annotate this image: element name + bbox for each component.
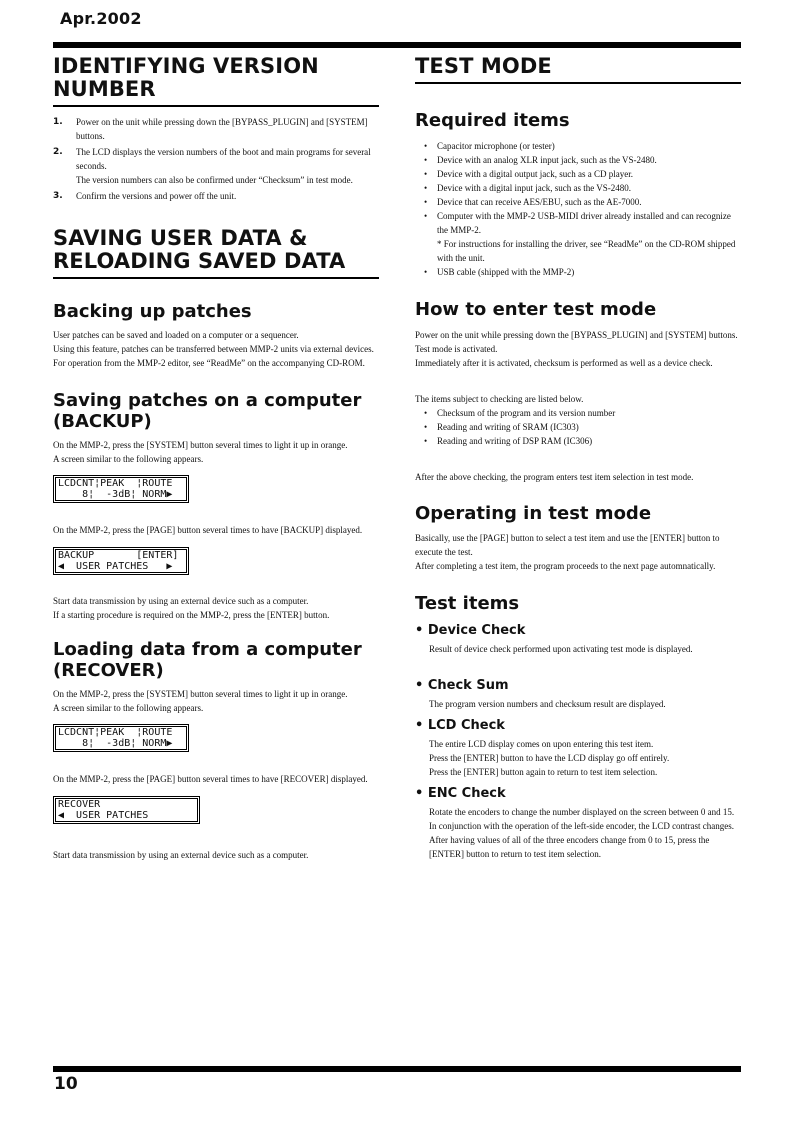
operating-line-1: Basically, use the [PAGE] button to select a test item and use the [ENTER] button to execute the test. bbox=[415, 533, 720, 557]
list-item: • Device with a digital input jack, such as the VS-2480. bbox=[415, 181, 741, 195]
driver-note: * For instructions for installing the driver, see “ReadMe” on the CD-ROM shipped with the unit. bbox=[437, 239, 736, 263]
enter-line-3: Immediately after it is activated, checksum is performed as well as a device check. bbox=[415, 358, 713, 368]
list-item: • Device with a digital output jack, such as a CD player. bbox=[415, 167, 741, 181]
lcd-check-line-1: The entire LCD display comes on upon entering this test item. bbox=[429, 739, 654, 749]
enc-check-line-1: Rotate the encoders to change the number displayed on the screen between 0 and 15. bbox=[429, 807, 735, 817]
lcd-check-line-3: Press the [ENTER] button again to return to test item selection. bbox=[429, 767, 658, 777]
step-2 bbox=[53, 145, 379, 187]
identify-title: IDENTIFYING VERSION NUMBER bbox=[53, 55, 379, 107]
recover-p1-line-2: A screen similar to the following appears. bbox=[53, 703, 204, 713]
list-item: • Reading and writing of DSP RAM (IC306) bbox=[415, 434, 741, 448]
recover-title: Loading data from a computer (RECOVER) bbox=[53, 639, 362, 681]
operating-title: Operating in test mode bbox=[415, 503, 652, 524]
lcd-line: 8¦ -3dB¦ NORM▶ bbox=[58, 489, 173, 500]
lcd-line: LCDCNT¦PEAK ¦ROUTE bbox=[58, 478, 173, 489]
recover-p1-line-1: On the MMP-2, press the [SYSTEM] button several times to light it up in orange. bbox=[53, 689, 348, 699]
identify-steps bbox=[53, 115, 379, 203]
check-sum-body bbox=[415, 697, 741, 711]
lcd-screen-backup-2 bbox=[53, 547, 189, 575]
list-item: • USB cable (shipped with the MMP-2) bbox=[415, 265, 741, 279]
lcd-line: BACKUP [ENTER] bbox=[58, 550, 179, 561]
enter-body bbox=[415, 328, 741, 370]
step-1-num: 1. bbox=[53, 117, 63, 127]
device-check-line: Result of device check performed upon activating test mode is displayed. bbox=[429, 644, 693, 654]
lcd-screen-recover-1 bbox=[53, 724, 189, 752]
backup-p2: On the MMP-2, press the [PAGE] button several times to have [BACKUP] displayed. bbox=[53, 525, 363, 535]
enc-check-line-2: In conjunction with the operation of the left-side encoder, the LCD contrast changes. bbox=[429, 821, 735, 831]
enc-check-title: • ENC Check bbox=[415, 786, 506, 801]
backup-p1-line-2: A screen similar to the following appears. bbox=[53, 454, 204, 464]
lcd-line: LCDCNT¦PEAK ¦ROUTE bbox=[58, 727, 173, 738]
device-check-title: • Device Check bbox=[415, 623, 526, 638]
list-item: • Reading and writing of SRAM (IC303) bbox=[415, 420, 741, 434]
lcd-line: ◀ USER PATCHES ▶ bbox=[58, 561, 173, 572]
lcd-check-body bbox=[415, 737, 741, 779]
enter-line-1: Power on the unit while pressing down the [BYPASS_PLUGIN] and [SYSTEM] buttons. bbox=[415, 330, 738, 340]
lcd-screen-recover-2 bbox=[53, 796, 200, 824]
required-list bbox=[415, 139, 741, 279]
backing-title: Backing up patches bbox=[53, 301, 252, 322]
required-title: Required items bbox=[415, 110, 570, 131]
backing-line-3: For operation from the MMP-2 editor, see “ReadMe” on the accompanying CD-ROM. bbox=[53, 358, 365, 368]
backup-p3-line-1: Start data transmission by using an external device such as a computer. bbox=[53, 596, 309, 606]
footer-rule bbox=[53, 1066, 741, 1072]
lcd-line: 8¦ -3dB¦ NORM▶ bbox=[58, 738, 173, 749]
recover-body bbox=[53, 687, 379, 715]
step-2-extra: The version numbers can also be confirmed under “Checksum” in test mode. bbox=[76, 175, 353, 185]
backup-p1-line-1: On the MMP-2, press the [SYSTEM] button several times to light it up in orange. bbox=[53, 440, 348, 450]
lcd-line: ◀ USER PATCHES bbox=[58, 810, 149, 821]
backing-body bbox=[53, 328, 379, 370]
right-column bbox=[415, 52, 741, 861]
list-item-text: Computer with the MMP-2 USB-MIDI driver already installed and can recognize the MMP-2. bbox=[437, 211, 731, 235]
list-item: • Checksum of the program and its version number bbox=[415, 406, 741, 420]
check-sum-title: • Check Sum bbox=[415, 678, 509, 693]
backup-p3-line-2: If a starting procedure is required on the MMP-2, press the [ENTER] button. bbox=[53, 610, 330, 620]
step-1-text: Power on the unit while pressing down the [BYPASS_PLUGIN] and [SYSTEM] buttons. bbox=[76, 117, 368, 141]
backup-title: Saving patches on a computer (BACKUP) bbox=[53, 390, 362, 432]
lcd-check-line-2: Press the [ENTER] button to have the LCD display go off entirely. bbox=[429, 753, 670, 763]
lcd-check-title: • LCD Check bbox=[415, 718, 505, 733]
enter-title: How to enter test mode bbox=[415, 299, 657, 320]
list-item: • Device with an analog XLR input jack, such as the VS-2480. bbox=[415, 153, 741, 167]
header-rule bbox=[53, 42, 741, 48]
enter-after: After the above checking, the program enters test item selection in test mode. bbox=[415, 472, 694, 482]
step-3 bbox=[53, 189, 379, 203]
enter-subject: The items subject to checking are listed below. bbox=[415, 394, 584, 404]
step-3-text: Confirm the versions and power off the unit. bbox=[76, 191, 237, 201]
header-date: Apr.2002 bbox=[60, 9, 142, 28]
backing-line-2: Using this feature, patches can be transferred between MMP-2 units via external devices. bbox=[53, 344, 374, 354]
enter-line-2: Test mode is activated. bbox=[415, 344, 498, 354]
checked-list bbox=[415, 406, 741, 448]
left-column bbox=[53, 52, 379, 862]
backup-p3 bbox=[53, 594, 379, 622]
step-3-num: 3. bbox=[53, 191, 63, 201]
backing-line-1: User patches can be saved and loaded on a computer or a sequencer. bbox=[53, 330, 299, 340]
list-item: • Device that can receive AES/EBU, such as the AE-7000. bbox=[415, 195, 741, 209]
list-item bbox=[415, 209, 741, 265]
list-item: • Capacitor microphone (or tester) bbox=[415, 139, 741, 153]
recover-p2: On the MMP-2, press the [PAGE] button several times to have [RECOVER] displayed. bbox=[53, 774, 368, 784]
test-items-title: Test items bbox=[415, 593, 520, 614]
check-sum-line: The program version numbers and checksum result are displayed. bbox=[429, 699, 666, 709]
operating-line-2: After completing a test item, the program proceeds to the next page automnatically. bbox=[415, 561, 716, 571]
page-number: 10 bbox=[54, 1074, 78, 1094]
operating-body bbox=[415, 531, 741, 573]
enc-check-body bbox=[415, 805, 741, 861]
enc-check-line-3: After having values of all of the three encoders change from 0 to 15, press the [ENTER] button to return to test item selection. bbox=[429, 835, 710, 859]
recover-p3: Start data transmission by using an external device such as a computer. bbox=[53, 850, 309, 860]
lcd-line: RECOVER bbox=[58, 799, 101, 810]
lcd-screen-backup-1 bbox=[53, 475, 189, 503]
device-check-body bbox=[415, 642, 741, 656]
saving-title: SAVING USER DATA & RELOADING SAVED DATA bbox=[53, 227, 379, 279]
step-1 bbox=[53, 115, 379, 143]
step-2-text: The LCD displays the version numbers of the boot and main programs for several seconds. bbox=[76, 147, 371, 171]
step-2-num: 2. bbox=[53, 147, 63, 157]
test-mode-title: TEST MODE bbox=[415, 55, 741, 84]
backup-body bbox=[53, 438, 379, 466]
